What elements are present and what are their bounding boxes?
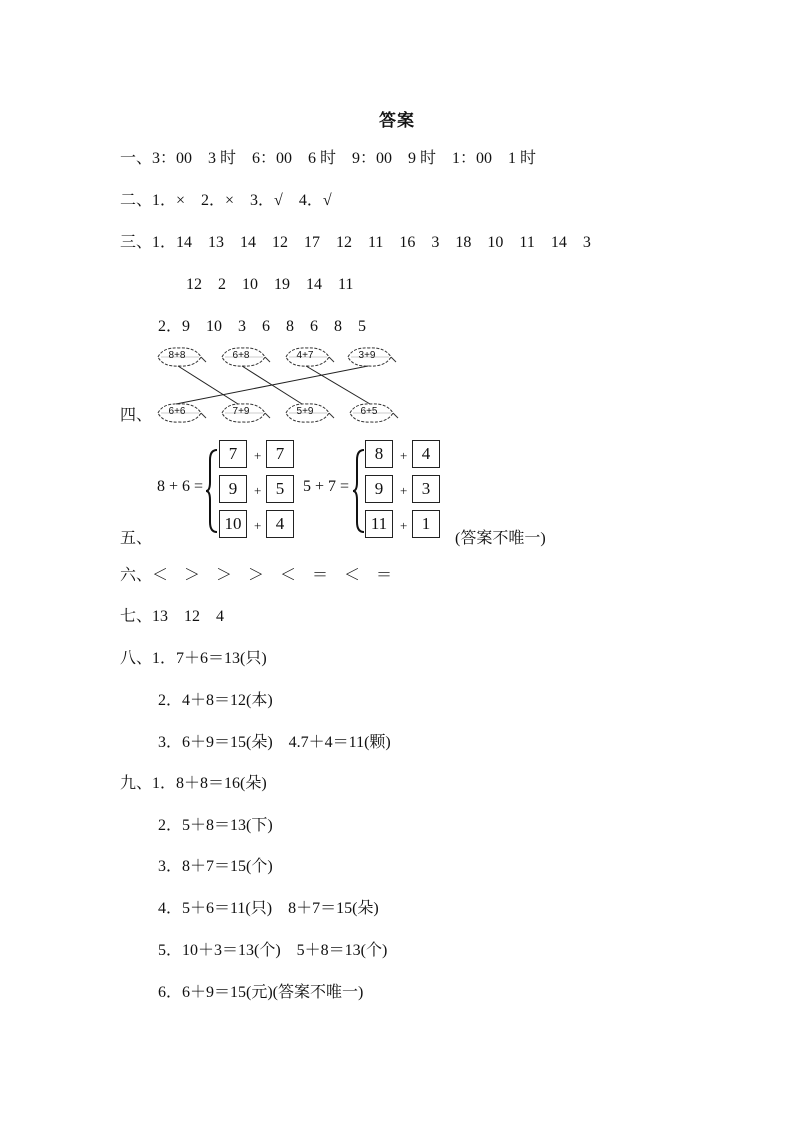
leaf-bottom-3 [283,402,333,424]
box-value: 4 [275,514,285,533]
leaf-label: 8+8 [168,350,186,361]
right-box-3-a [365,510,393,538]
left-box-2-a [219,475,247,503]
leaf-top-1 [155,346,205,368]
answer-section-9-line-2: 2．5＋8＝13(下) [158,817,273,834]
plus-sign: + [400,518,408,533]
answer-section-9-line-1: 九、1．8＋8＝16(朵) [120,775,267,792]
answer-section-3-line-3: 2．9 10 3 6 8 6 8 5 [158,318,367,335]
matching-lines [0,0,794,440]
plus-sign: + [254,483,262,498]
leaf-label: 6+6 [168,406,186,417]
answer-section-3-line-2: 12 2 10 19 14 11 [186,276,354,293]
leaf-label: 3+9 [358,350,376,361]
box-value: 3 [421,479,431,498]
answer-section-2: 二、1．× 2．× 3．√ 4．√ [120,192,332,209]
left-box-3-b [266,510,294,538]
right-brace [352,448,366,534]
plus-sign: + [254,448,262,463]
answer-section-8-line-1: 八、1．7＋6＝13(只) [120,650,267,667]
answer-section-9-line-4: 4．5＋6＝11(只) 8＋7＝15(朵) [158,900,379,917]
answer-section-8-line-2: 2．4＋8＝12(本) [158,692,273,709]
answer-section-6: 六、＜ ＞ ＞ ＞ ＜ ＝ ＜ ＝ [120,567,393,584]
left-box-2-b [266,475,294,503]
leaf-top-2 [219,346,269,368]
answer-section-5-note: (答案不唯一) [455,530,546,547]
leaf-label: 5+9 [296,406,314,417]
box-value: 9 [228,479,238,498]
box-value: 7 [275,444,285,463]
leaf-label: 7+9 [232,406,250,417]
left-box-1-a [219,440,247,468]
box-value: 5 [275,479,285,498]
answer-section-3-line-1: 三、1．14 13 14 12 17 12 11 16 3 18 10 11 14 3 [120,234,591,251]
left-brace [205,448,219,534]
right-box-2-b [412,475,440,503]
answer-section-9-line-6: 6．6＋9＝15(元)(答案不唯一) [158,984,364,1001]
left-box-3-a [219,510,247,538]
box-value: 8 [374,444,384,463]
right-box-1-a [365,440,393,468]
leaf-label: 4+7 [296,350,314,361]
leaf-top-4 [345,346,395,368]
leaf-label: 6+5 [360,406,378,417]
page-title: 答案 [379,111,415,130]
left-box-1-b [266,440,294,468]
leaf-label: 6+8 [232,350,250,361]
answer-section-4-marker: 四、 [120,407,153,424]
answer-section-1: 一、3：00 3 时 6：00 6 时 9：00 9 时 1：00 1 时 [120,150,537,167]
box-value: 7 [228,444,238,463]
answer-section-5-marker: 五、 [120,530,153,547]
answer-section-9-line-5: 5．10＋3＝13(个) 5＋8＝13(个) [158,942,388,959]
plus-sign: + [400,483,408,498]
leaf-bottom-1 [155,402,205,424]
answer-section-8-line-3: 3．6＋9＝15(朵) 4.7＋4＝11(颗) [158,734,391,751]
leaf-top-3 [283,346,333,368]
answer-section-9-line-3: 3．8＋7＝15(个) [158,858,273,875]
answer-section-7: 七、13 12 4 [120,608,225,625]
box-value: 10 [224,514,242,533]
leaf-bottom-2 [219,402,269,424]
box-value: 11 [370,514,388,533]
plus-sign: + [400,448,408,463]
box-value: 1 [421,514,431,533]
left-expression: 8 + 6 = [157,478,204,495]
leaf-bottom-4 [347,402,397,424]
right-expression: 5 + 7 = [303,478,350,495]
box-value: 4 [421,444,431,463]
plus-sign: + [254,518,262,533]
right-box-2-a [365,475,393,503]
right-box-1-b [412,440,440,468]
box-value: 9 [374,479,384,498]
right-box-3-b [412,510,440,538]
